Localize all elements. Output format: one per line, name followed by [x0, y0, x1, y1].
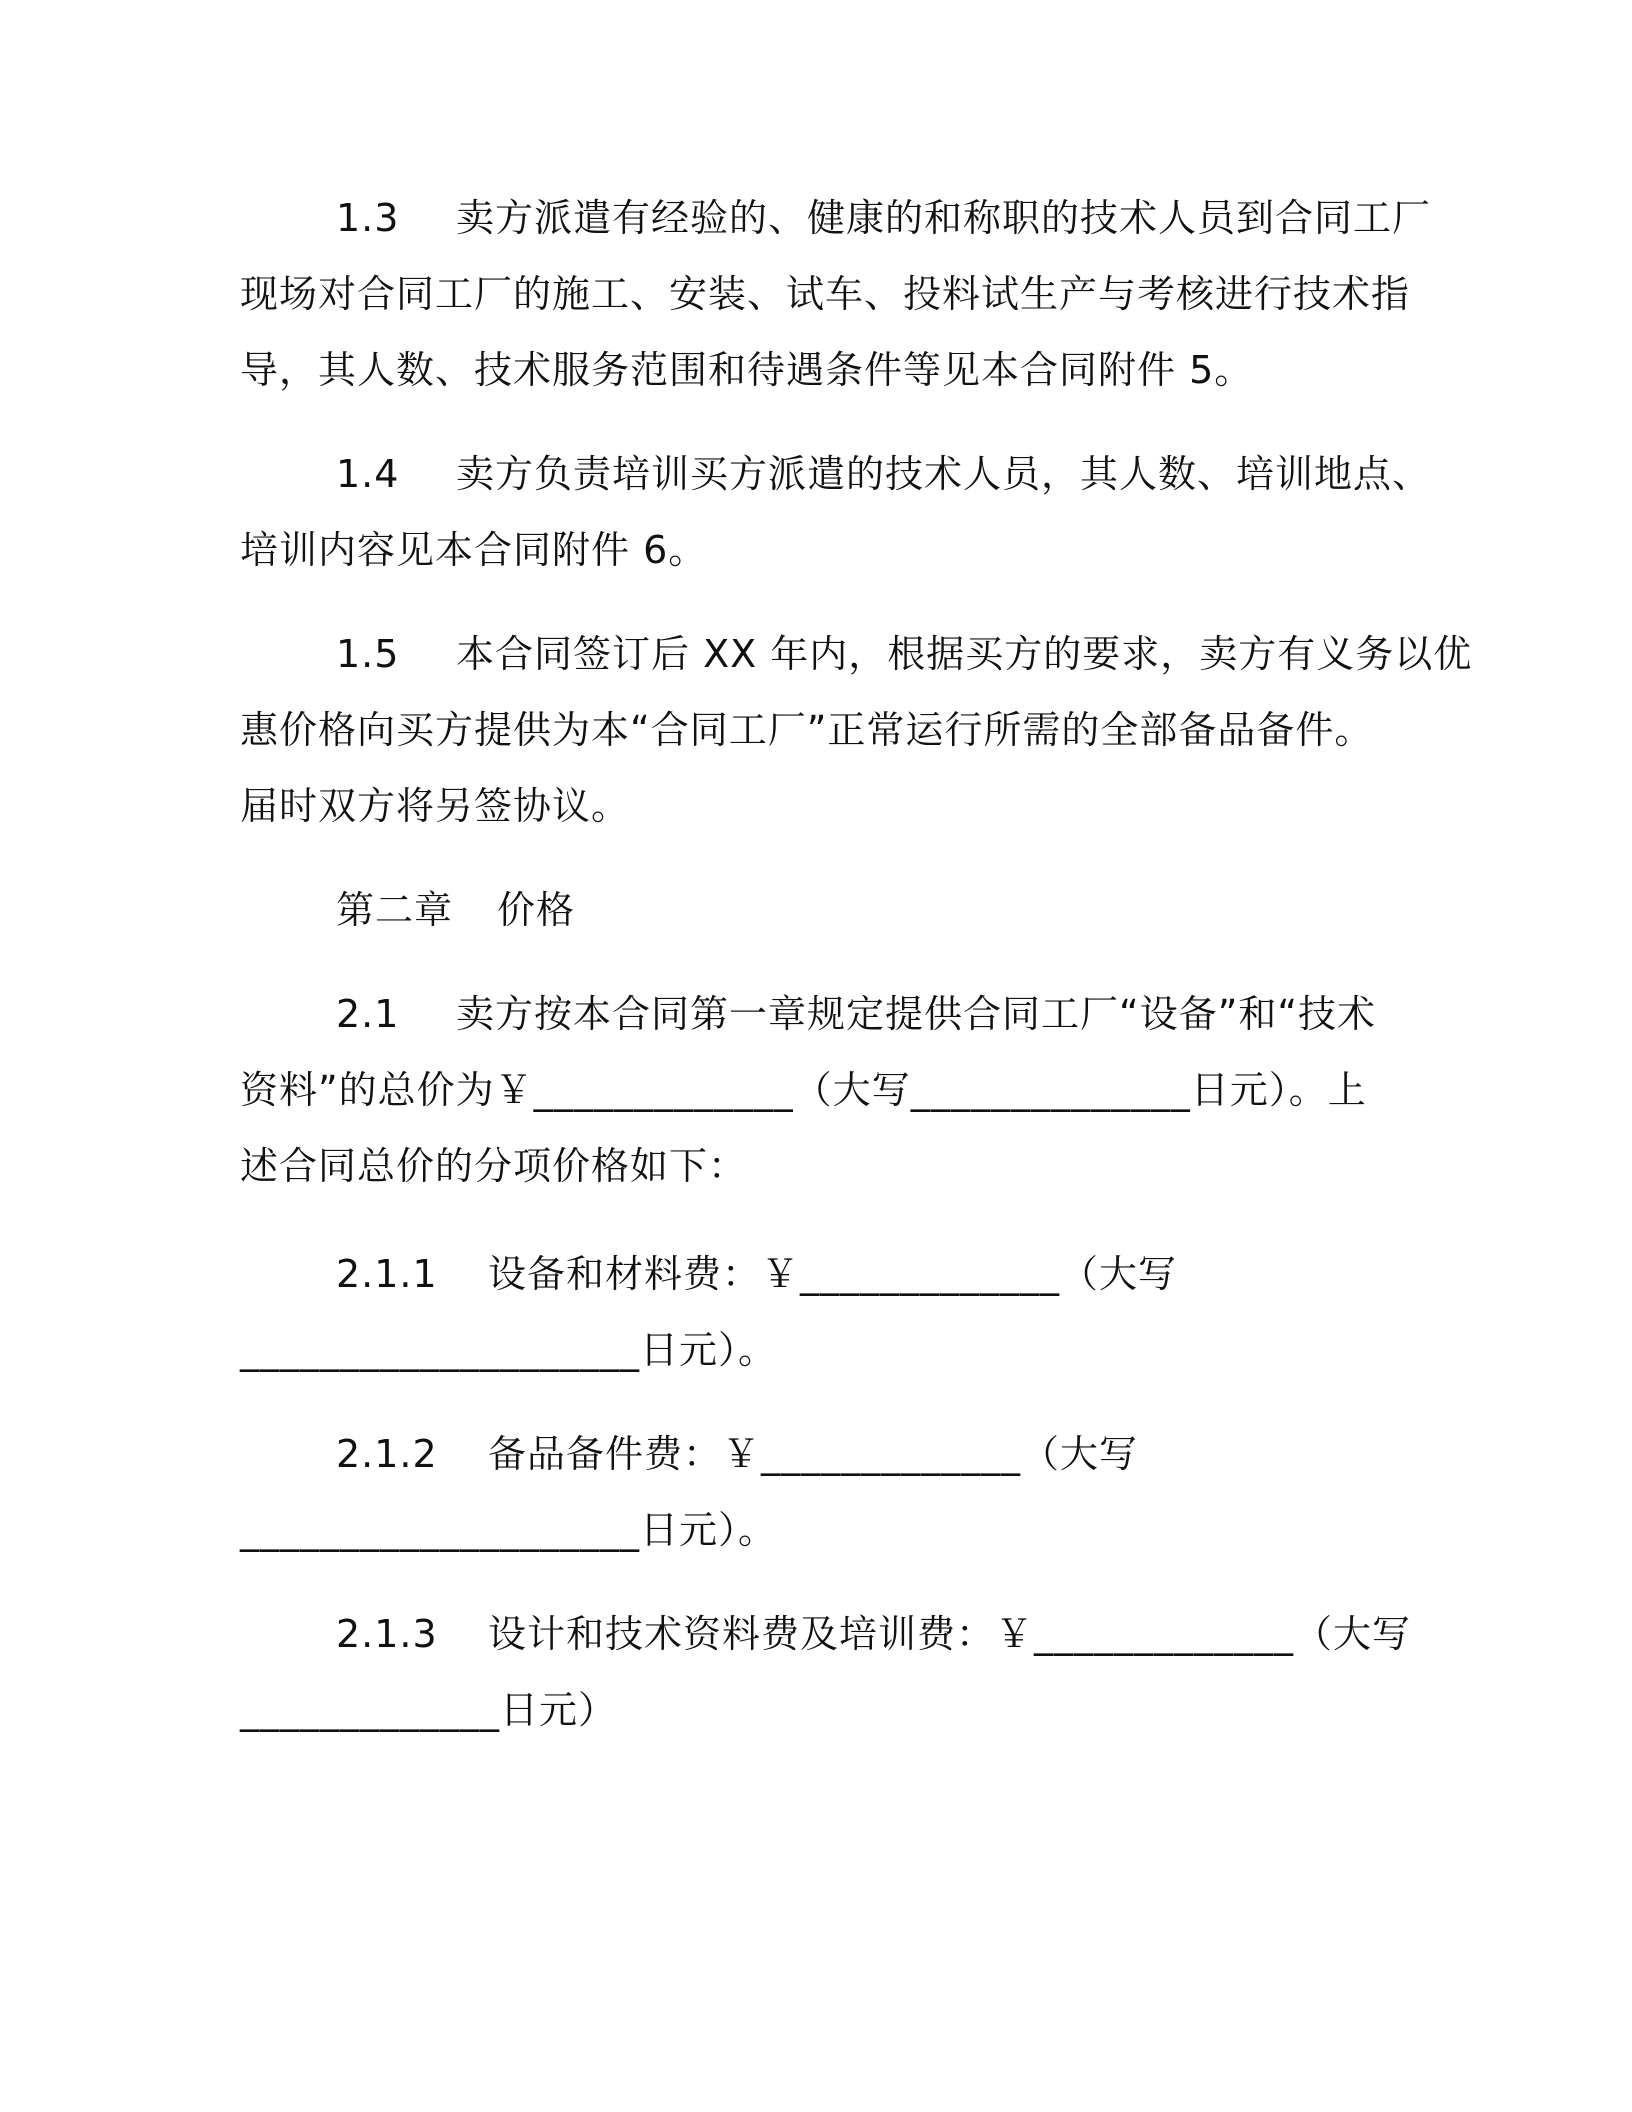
clause-text: 设备和材料费：￥_____________（大写	[488, 1252, 1178, 1296]
clause-2-1-1	[240, 1236, 1400, 1388]
clause-2-1-line-1	[240, 976, 1400, 1052]
clause-2-1-3-line-1	[240, 1596, 1412, 1672]
chapter-2-heading	[336, 872, 575, 948]
clause-text: 备品备件费：￥_____________（大写	[488, 1432, 1139, 1476]
clause-1-4-line-2: 培训内容见本合同附件 6。	[240, 528, 708, 572]
clause-number: 1.4	[336, 452, 400, 496]
clause-number: 2.1.2	[336, 1432, 438, 1476]
clause-1-3-line-3: 导，其人数、技术服务范围和待遇条件等见本合同附件 5。	[240, 348, 1254, 392]
clause-1-3-line-1	[240, 180, 1432, 256]
clause-2-1-2	[240, 1416, 1400, 1568]
clause-number: 1.5	[336, 632, 400, 676]
clause-text: 本合同签订后 XX 年内，根据买方的要求，卖方有义务以优	[456, 632, 1473, 676]
clause-number: 2.1.3	[336, 1612, 438, 1656]
clause-number: 2.1.1	[336, 1252, 438, 1296]
clause-1-4	[240, 436, 1432, 588]
clause-1-5-line-1	[240, 616, 1473, 692]
clause-1-3	[240, 180, 1432, 408]
chapter-label: 第二章	[336, 888, 454, 932]
clause-1-3-line-2: 现场对合同工厂的施工、安装、试车、投料试生产与考核进行技术指	[240, 272, 1411, 316]
clause-2-1-3-line-2: _____________日元）	[240, 1688, 618, 1732]
clause-1-5-line-2: 惠价格向买方提供为本“合同工厂”正常运行所需的全部备品备件。	[240, 708, 1374, 752]
clause-text: 卖方派遣有经验的、健康的和称职的技术人员到合同工厂	[456, 196, 1432, 240]
clause-2-1-line-3: 述合同总价的分项价格如下：	[240, 1144, 748, 1188]
clause-2-1	[240, 976, 1400, 1204]
chapter-title: 价格	[497, 888, 576, 932]
clause-number: 1.3	[336, 196, 400, 240]
clause-text: 卖方按本合同第一章规定提供合同工厂“设备”和“技术	[456, 992, 1377, 1036]
clause-1-5-line-3: 届时双方将另签协议。	[240, 784, 631, 828]
clause-2-1-1-line-1	[240, 1236, 1400, 1312]
clause-2-1-2-line-2: ____________________日元）。	[240, 1508, 778, 1552]
clause-2-1-1-line-2: ____________________日元）。	[240, 1328, 778, 1372]
clause-number: 2.1	[336, 992, 400, 1036]
clause-2-1-3	[240, 1596, 1412, 1748]
clause-text: 设计和技术资料费及培训费：￥_____________（大写	[488, 1612, 1412, 1656]
clause-2-1-2-line-1	[240, 1416, 1400, 1492]
clause-2-1-line-2: 资料”的总价为￥_____________（大写______________日元）。上	[240, 1068, 1367, 1112]
clause-1-5	[240, 616, 1473, 844]
clause-text: 卖方负责培训买方派遣的技术人员，其人数、培训地点、	[456, 452, 1432, 496]
clause-1-4-line-1	[240, 436, 1432, 512]
